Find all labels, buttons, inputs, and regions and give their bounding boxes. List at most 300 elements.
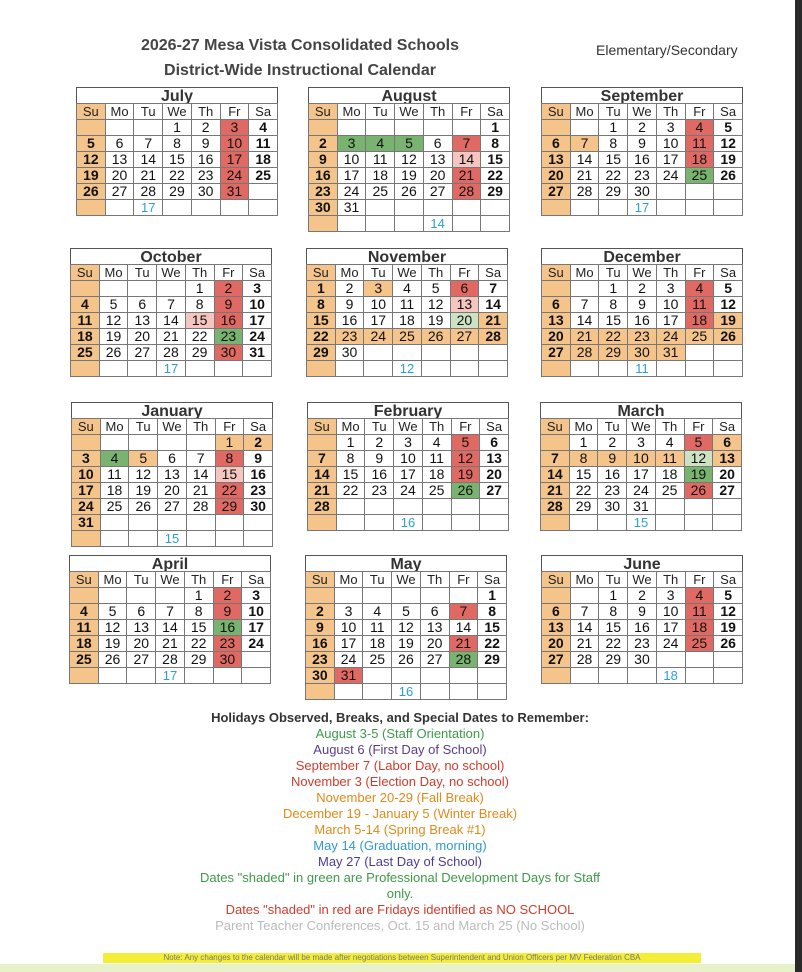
weekday-header: Tu <box>127 572 156 588</box>
week-row <box>307 313 508 329</box>
note-line: August 6 (First Day of School) <box>313 742 487 757</box>
day-cell: 28 <box>570 652 599 668</box>
day-cell: 24 <box>242 636 271 652</box>
day-cell: 27 <box>713 483 742 499</box>
week-row <box>307 345 508 361</box>
empty-day-cell <box>72 435 101 451</box>
weekday-header: Su <box>70 572 99 588</box>
day-cell: 15 <box>569 467 598 483</box>
instructional-day-count: 17 <box>628 200 657 216</box>
empty-day-cell <box>478 684 507 700</box>
weekday-header: Tu <box>128 265 157 281</box>
day-cell: 16 <box>244 467 273 483</box>
day-cell: 27 <box>128 345 157 361</box>
month-july <box>76 87 278 216</box>
empty-day-cell <box>449 588 478 604</box>
day-cell: 28 <box>308 499 337 515</box>
day-cell: 31 <box>220 184 249 200</box>
day-cell: 10 <box>656 136 685 152</box>
day-cell: 19 <box>421 313 450 329</box>
day-cell: 30 <box>191 184 220 200</box>
empty-day-cell <box>365 499 394 515</box>
day-cell: 28 <box>156 652 185 668</box>
day-cell: 18 <box>70 636 99 652</box>
day-cell: 30 <box>335 345 364 361</box>
month-march <box>540 402 742 531</box>
day-cell: 12 <box>684 451 713 467</box>
day-cell: 20 <box>128 329 157 345</box>
day-cell: 31 <box>243 345 272 361</box>
day-cell: 26 <box>395 184 424 200</box>
day-cell: 26 <box>98 652 127 668</box>
day-cell: 16 <box>335 313 364 329</box>
empty-day-cell <box>306 684 335 700</box>
day-cell: 22 <box>599 636 628 652</box>
day-cell: 21 <box>134 168 163 184</box>
day-cell: 24 <box>337 184 366 200</box>
day-cell: 2 <box>306 604 335 620</box>
empty-day-cell <box>542 281 571 297</box>
week-row <box>541 483 742 499</box>
day-cell: 3 <box>243 281 272 297</box>
empty-day-cell <box>334 588 363 604</box>
day-cell: 25 <box>71 345 100 361</box>
week-row <box>71 297 272 313</box>
empty-day-cell <box>541 515 570 531</box>
day-cell: 17 <box>242 620 271 636</box>
day-cell: 15 <box>184 620 213 636</box>
day-cell: 29 <box>478 652 507 668</box>
day-cell: 20 <box>480 467 509 483</box>
empty-day-cell <box>395 120 424 136</box>
week-row <box>308 483 509 499</box>
day-cell: 13 <box>128 313 157 329</box>
empty-day-cell <box>70 668 99 684</box>
weekday-header: Fr <box>685 572 714 588</box>
window-edge <box>795 0 802 972</box>
day-cell: 7 <box>308 451 337 467</box>
week-row <box>307 297 508 313</box>
empty-day-cell <box>420 588 449 604</box>
empty-day-cell <box>71 281 100 297</box>
day-cell: 10 <box>656 297 685 313</box>
day-cell: 13 <box>127 620 156 636</box>
day-cell: 20 <box>542 636 571 652</box>
month-november <box>306 248 508 377</box>
week-row <box>72 467 273 483</box>
week-row <box>306 652 507 668</box>
day-cell: 20 <box>542 329 571 345</box>
day-cell: 14 <box>449 620 478 636</box>
week-row <box>542 168 743 184</box>
day-cell: 22 <box>569 483 598 499</box>
empty-day-cell <box>684 499 713 515</box>
day-cell: 7 <box>156 604 185 620</box>
empty-day-cell <box>421 361 450 377</box>
day-cell: 17 <box>334 636 363 652</box>
empty-day-cell <box>628 668 657 684</box>
empty-day-cell <box>714 345 743 361</box>
day-cell: 29 <box>481 184 510 200</box>
day-cell: 17 <box>627 467 656 483</box>
empty-day-cell <box>366 120 395 136</box>
weekday-header: Mo <box>335 265 364 281</box>
empty-day-cell <box>129 435 158 451</box>
empty-day-cell <box>364 361 393 377</box>
day-cell: 3 <box>627 435 656 451</box>
day-cell: 9 <box>628 297 657 313</box>
month-grid <box>69 571 271 684</box>
month-grid <box>540 418 742 531</box>
weekday-header: Mo <box>105 104 134 120</box>
weekday-header: Th <box>656 104 685 120</box>
day-cell: 10 <box>243 297 272 313</box>
week-row <box>70 652 271 668</box>
day-cell: 26 <box>77 184 106 200</box>
day-cell: 28 <box>449 652 478 668</box>
empty-day-cell <box>306 588 335 604</box>
month-grid <box>76 103 278 216</box>
week-row <box>71 329 272 345</box>
empty-day-cell <box>244 531 273 547</box>
empty-day-cell <box>713 499 742 515</box>
empty-day-cell <box>70 588 99 604</box>
week-row <box>542 329 743 345</box>
day-cell: 3 <box>337 136 366 152</box>
empty-day-cell <box>128 281 157 297</box>
day-cell: 20 <box>127 636 156 652</box>
day-cell: 12 <box>714 297 743 313</box>
note-line: only. <box>386 886 414 901</box>
weekday-header: Tu <box>598 419 627 435</box>
day-cell: 29 <box>599 345 628 361</box>
weekday-header: Tu <box>366 104 395 120</box>
empty-day-cell <box>685 361 714 377</box>
month-grid <box>541 103 743 216</box>
day-cell: 19 <box>129 483 158 499</box>
day-cell: 22 <box>599 168 628 184</box>
day-cell: 4 <box>393 281 422 297</box>
day-cell: 26 <box>129 499 158 515</box>
weekday-header: Th <box>420 572 449 588</box>
empty-day-cell <box>684 515 713 531</box>
week-row <box>542 620 743 636</box>
empty-day-cell <box>129 515 158 531</box>
day-cell: 11 <box>100 467 129 483</box>
day-cell: 13 <box>423 152 452 168</box>
day-cell: 15 <box>336 467 365 483</box>
day-cell: 9 <box>628 604 657 620</box>
weekday-header: We <box>393 265 422 281</box>
day-cell: 2 <box>628 588 657 604</box>
day-cell: 21 <box>570 168 599 184</box>
month-name: October <box>70 248 272 264</box>
empty-day-cell <box>186 531 215 547</box>
day-cell: 13 <box>542 152 571 168</box>
weekday-header: We <box>628 265 657 281</box>
week-row <box>541 451 742 467</box>
day-cell: 8 <box>569 451 598 467</box>
day-cell: 11 <box>393 297 422 313</box>
day-cell: 5 <box>392 604 421 620</box>
weekday-header: Mo <box>334 572 363 588</box>
empty-day-cell <box>186 435 215 451</box>
day-cell: 18 <box>685 313 714 329</box>
day-cell: 25 <box>363 652 392 668</box>
day-cell: 31 <box>72 515 101 531</box>
weekday-header: We <box>392 572 421 588</box>
month-december <box>541 248 743 377</box>
day-cell: 25 <box>100 499 129 515</box>
empty-day-cell <box>714 184 743 200</box>
school-level-label: Elementary/Secondary <box>596 42 738 58</box>
empty-day-cell <box>714 668 743 684</box>
day-cell: 26 <box>392 652 421 668</box>
day-cell: 30 <box>628 345 657 361</box>
day-cell: 5 <box>451 435 480 451</box>
empty-day-cell <box>452 216 481 232</box>
weekday-header: Fr <box>685 104 714 120</box>
empty-day-cell <box>158 515 187 531</box>
day-cell: 4 <box>422 435 451 451</box>
day-cell: 9 <box>628 136 657 152</box>
empty-day-cell <box>685 652 714 668</box>
weekday-header: Su <box>77 104 106 120</box>
month-name: March <box>540 402 742 418</box>
week-row <box>77 136 278 152</box>
empty-day-cell <box>685 184 714 200</box>
day-cell: 27 <box>480 483 509 499</box>
day-cell: 19 <box>714 313 743 329</box>
day-cell: 24 <box>220 168 249 184</box>
day-cell: 22 <box>215 483 244 499</box>
day-cell: 26 <box>714 329 743 345</box>
empty-day-cell <box>249 184 278 200</box>
day-cell: 17 <box>243 313 272 329</box>
day-cell: 24 <box>394 483 423 499</box>
weekday-header: Th <box>656 265 685 281</box>
day-cell: 14 <box>452 152 481 168</box>
empty-day-cell <box>422 515 451 531</box>
day-cell: 4 <box>685 120 714 136</box>
day-cell: 10 <box>334 620 363 636</box>
day-cell: 26 <box>451 483 480 499</box>
month-grid <box>307 418 509 531</box>
month-january <box>71 402 273 547</box>
weekday-header: Su <box>542 104 571 120</box>
weekday-header: Th <box>185 265 214 281</box>
day-cell: 26 <box>714 168 743 184</box>
day-cell: 21 <box>308 483 337 499</box>
empty-day-cell <box>656 652 685 668</box>
weekday-header: Sa <box>480 419 509 435</box>
day-cell: 8 <box>307 297 336 313</box>
day-cell: 7 <box>452 136 481 152</box>
empty-day-cell <box>570 120 599 136</box>
day-cell: 27 <box>105 184 134 200</box>
day-cell: 23 <box>598 483 627 499</box>
week-row <box>77 152 278 168</box>
weekday-header: Tu <box>363 572 392 588</box>
day-cell: 12 <box>395 152 424 168</box>
weekday-header: Su <box>71 265 100 281</box>
day-cell: 7 <box>570 297 599 313</box>
week-row <box>309 152 510 168</box>
day-cell: 17 <box>220 152 249 168</box>
empty-day-cell <box>105 120 134 136</box>
day-cell: 7 <box>449 604 478 620</box>
empty-day-cell <box>100 515 129 531</box>
week-row <box>542 152 743 168</box>
day-cell: 31 <box>656 345 685 361</box>
week-row <box>72 483 273 499</box>
week-row <box>542 588 743 604</box>
empty-day-cell <box>420 684 449 700</box>
day-cell: 18 <box>71 329 100 345</box>
weekday-header: Sa <box>243 265 272 281</box>
weekday-header: Mo <box>100 419 129 435</box>
note-line: August 3-5 (Staff Orientation) <box>315 726 485 741</box>
weekday-header: Th <box>422 419 451 435</box>
month-may <box>305 555 507 700</box>
empty-day-cell <box>713 515 742 531</box>
empty-day-cell <box>714 200 743 216</box>
day-cell: 18 <box>249 152 278 168</box>
empty-day-cell <box>242 668 271 684</box>
weekday-header: Sa <box>714 104 743 120</box>
weekday-header: Th <box>423 104 452 120</box>
day-cell: 17 <box>394 467 423 483</box>
day-cell: 5 <box>421 281 450 297</box>
note-line: November 20-29 (Fall Break) <box>316 790 484 805</box>
empty-day-cell <box>337 216 366 232</box>
day-cell: 18 <box>363 636 392 652</box>
day-cell: 6 <box>423 136 452 152</box>
empty-day-cell <box>714 361 743 377</box>
day-cell: 4 <box>249 120 278 136</box>
empty-day-cell <box>98 588 127 604</box>
day-cell: 1 <box>478 588 507 604</box>
day-cell: 14 <box>570 152 599 168</box>
day-cell: 7 <box>570 604 599 620</box>
week-row <box>541 435 742 451</box>
month-name: December <box>541 248 743 264</box>
day-cell: 1 <box>215 435 244 451</box>
weekday-header: Tu <box>599 572 628 588</box>
day-cell: 11 <box>422 451 451 467</box>
day-cell: 25 <box>70 652 99 668</box>
day-cell: 29 <box>163 184 192 200</box>
month-april <box>69 555 271 684</box>
weekday-header: Sa <box>244 419 273 435</box>
day-cell: 8 <box>215 451 244 467</box>
day-cell: 8 <box>185 297 214 313</box>
instructional-day-count: 16 <box>392 684 421 700</box>
empty-day-cell <box>213 668 242 684</box>
weekday-header: Mo <box>337 104 366 120</box>
empty-day-cell <box>337 120 366 136</box>
empty-day-cell <box>656 184 685 200</box>
weekday-header: We <box>163 104 192 120</box>
day-cell: 9 <box>244 451 273 467</box>
day-cell: 22 <box>184 636 213 652</box>
week-row <box>77 120 278 136</box>
weekday-header: We <box>627 419 656 435</box>
month-name: February <box>307 402 509 418</box>
instructional-day-count: 17 <box>134 200 163 216</box>
empty-day-cell <box>655 515 684 531</box>
day-cell: 4 <box>685 588 714 604</box>
day-cell: 27 <box>423 184 452 200</box>
day-cell: 16 <box>213 620 242 636</box>
day-cell: 24 <box>627 483 656 499</box>
day-cell: 27 <box>542 652 571 668</box>
empty-day-cell <box>479 345 508 361</box>
day-cell: 8 <box>336 451 365 467</box>
weekday-header: Th <box>191 104 220 120</box>
week-row <box>309 184 510 200</box>
weekday-header: Fr <box>685 265 714 281</box>
day-cell: 21 <box>541 483 570 499</box>
empty-day-cell <box>480 499 509 515</box>
empty-day-cell <box>421 345 450 361</box>
day-cell: 25 <box>685 168 714 184</box>
day-cell: 25 <box>366 184 395 200</box>
week-row <box>71 313 272 329</box>
weekday-header: Mo <box>569 419 598 435</box>
empty-day-cell <box>569 515 598 531</box>
empty-day-cell <box>243 361 272 377</box>
weekday-header: Su <box>306 572 335 588</box>
week-row <box>70 620 271 636</box>
day-cell: 18 <box>422 467 451 483</box>
empty-day-cell <box>451 515 480 531</box>
day-cell: 21 <box>570 329 599 345</box>
day-cell: 9 <box>335 297 364 313</box>
day-cell: 6 <box>128 297 157 313</box>
empty-day-cell <box>127 668 156 684</box>
day-cell: 27 <box>450 329 479 345</box>
empty-day-cell <box>215 531 244 547</box>
footer-note: Note: Any changes to the calendar will be made after negotiations between Superintendent and Union Officers per MV Federation CBA <box>103 953 701 963</box>
day-cell: 4 <box>366 136 395 152</box>
day-cell: 5 <box>99 297 128 313</box>
day-cell: 27 <box>542 345 571 361</box>
weekday-header: Sa <box>242 572 271 588</box>
bottom-strip <box>0 964 795 972</box>
weekday-header: Su <box>542 572 571 588</box>
day-cell: 24 <box>656 168 685 184</box>
week-row <box>309 120 510 136</box>
day-cell: 14 <box>541 467 570 483</box>
day-cell: 8 <box>184 604 213 620</box>
day-cell: 25 <box>249 168 278 184</box>
weekday-header: Sa <box>478 572 507 588</box>
day-cell: 3 <box>394 435 423 451</box>
week-row <box>72 451 273 467</box>
empty-day-cell <box>365 515 394 531</box>
month-name: August <box>308 87 510 103</box>
day-cell: 3 <box>656 120 685 136</box>
day-cell: 30 <box>309 200 338 216</box>
day-cell: 1 <box>336 435 365 451</box>
empty-day-cell <box>156 588 185 604</box>
day-cell: 19 <box>451 467 480 483</box>
day-cell: 27 <box>420 652 449 668</box>
empty-day-cell <box>685 668 714 684</box>
empty-day-cell <box>100 531 129 547</box>
day-cell: 31 <box>627 499 656 515</box>
